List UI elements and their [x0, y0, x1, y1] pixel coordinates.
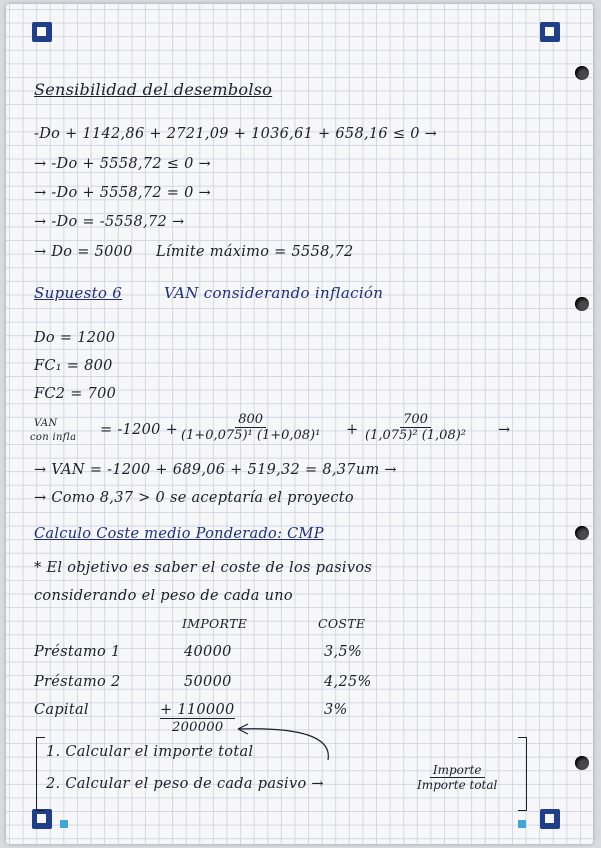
van-label-top: VAN: [34, 418, 58, 429]
fc1-value: FC₁ = 800: [34, 358, 113, 374]
corner-logo-icon: [540, 809, 560, 829]
fraction-year1: [178, 412, 323, 443]
corner-logo-icon: [32, 809, 52, 829]
section-title-supuesto: Supuesto 6: [34, 284, 123, 302]
fraction-year1-den: (1+0,075)¹ (1+0,08)¹: [181, 428, 321, 443]
column-header-coste: COSTE: [318, 616, 366, 631]
plus-sign: +: [346, 422, 359, 438]
fc2-value: FC2 = 700: [34, 386, 117, 402]
row-coste-prestamo-1: 3,5%: [324, 644, 363, 660]
fraction-year2: [362, 412, 469, 443]
importe-total: 200000: [172, 720, 224, 735]
step-1: 1. Calcular el importe total: [46, 744, 254, 760]
row-name-prestamo-2: Préstamo 2: [34, 674, 121, 690]
blue-square-icon: [60, 820, 68, 828]
peso-fraction: [414, 763, 500, 792]
d0-value: Do = 1200: [34, 330, 116, 346]
fraction-year2-den: (1,075)² (1,08)²: [365, 428, 467, 443]
column-header-importe: IMPORTE: [182, 616, 248, 631]
notebook-page: [6, 4, 593, 844]
equation-line-1: -Do + 1142,86 + 2721,09 + 1036,61 + 658,16 ≤ 0 →: [34, 126, 438, 142]
van-equation-start: = -1200 +: [100, 422, 179, 438]
punch-hole-icon: [575, 297, 589, 311]
equation-line-2: → -Do + 5558,72 ≤ 0 →: [34, 156, 211, 172]
row-importe-prestamo-2: 50000: [184, 674, 232, 690]
right-bracket: [518, 737, 527, 811]
row-name-prestamo-1: Préstamo 1: [34, 644, 121, 660]
left-bracket: [36, 737, 45, 811]
van-conclusion: → Como 8,37 > 0 se aceptaría el proyecto: [34, 490, 354, 506]
arrow-symbol: →: [498, 422, 511, 438]
row-coste-capital: 3%: [324, 702, 348, 718]
peso-fraction-den: Importe total: [417, 778, 498, 792]
section-subtitle-van: VAN considerando inflación: [164, 284, 384, 302]
blue-square-icon: [518, 820, 526, 828]
van-label-bottom: con infla: [30, 432, 77, 443]
row-coste-prestamo-2: 4,25%: [324, 674, 372, 690]
equation-line-5: → Do = 5000: [34, 244, 133, 260]
step-2: 2. Calcular el peso de cada pasivo →: [46, 776, 324, 792]
peso-fraction-num: Importe: [430, 763, 485, 778]
fraction-year1-num: 800: [235, 412, 266, 428]
row-name-capital: Capital: [34, 702, 89, 718]
section-title-cmp: Calculo Coste medio Ponderado: CMP: [34, 526, 324, 542]
van-result: → VAN = -1200 + 689,06 + 519,32 = 8,37um →: [34, 462, 397, 478]
limit-text: Límite máximo = 5558,72: [156, 244, 354, 260]
equation-line-4: → -Do = -5558,72 →: [34, 214, 185, 230]
punch-hole-icon: [575, 756, 589, 770]
punch-hole-icon: [575, 526, 589, 540]
corner-logo-icon: [32, 22, 52, 42]
punch-hole-icon: [575, 66, 589, 80]
row-importe-prestamo-1: 40000: [184, 644, 232, 660]
equation-line-3: → -Do + 5558,72 = 0 →: [34, 185, 211, 201]
note-line-2: considerando el peso de cada uno: [34, 588, 293, 604]
section-title-sensibilidad: Sensibilidad del desembolso: [34, 80, 273, 99]
note-line-1: * El objetivo es saber el coste de los pasivos: [34, 560, 373, 576]
row-importe-capital: + 110000: [160, 702, 235, 718]
corner-logo-icon: [540, 22, 560, 42]
fraction-year2-num: 700: [400, 412, 431, 428]
